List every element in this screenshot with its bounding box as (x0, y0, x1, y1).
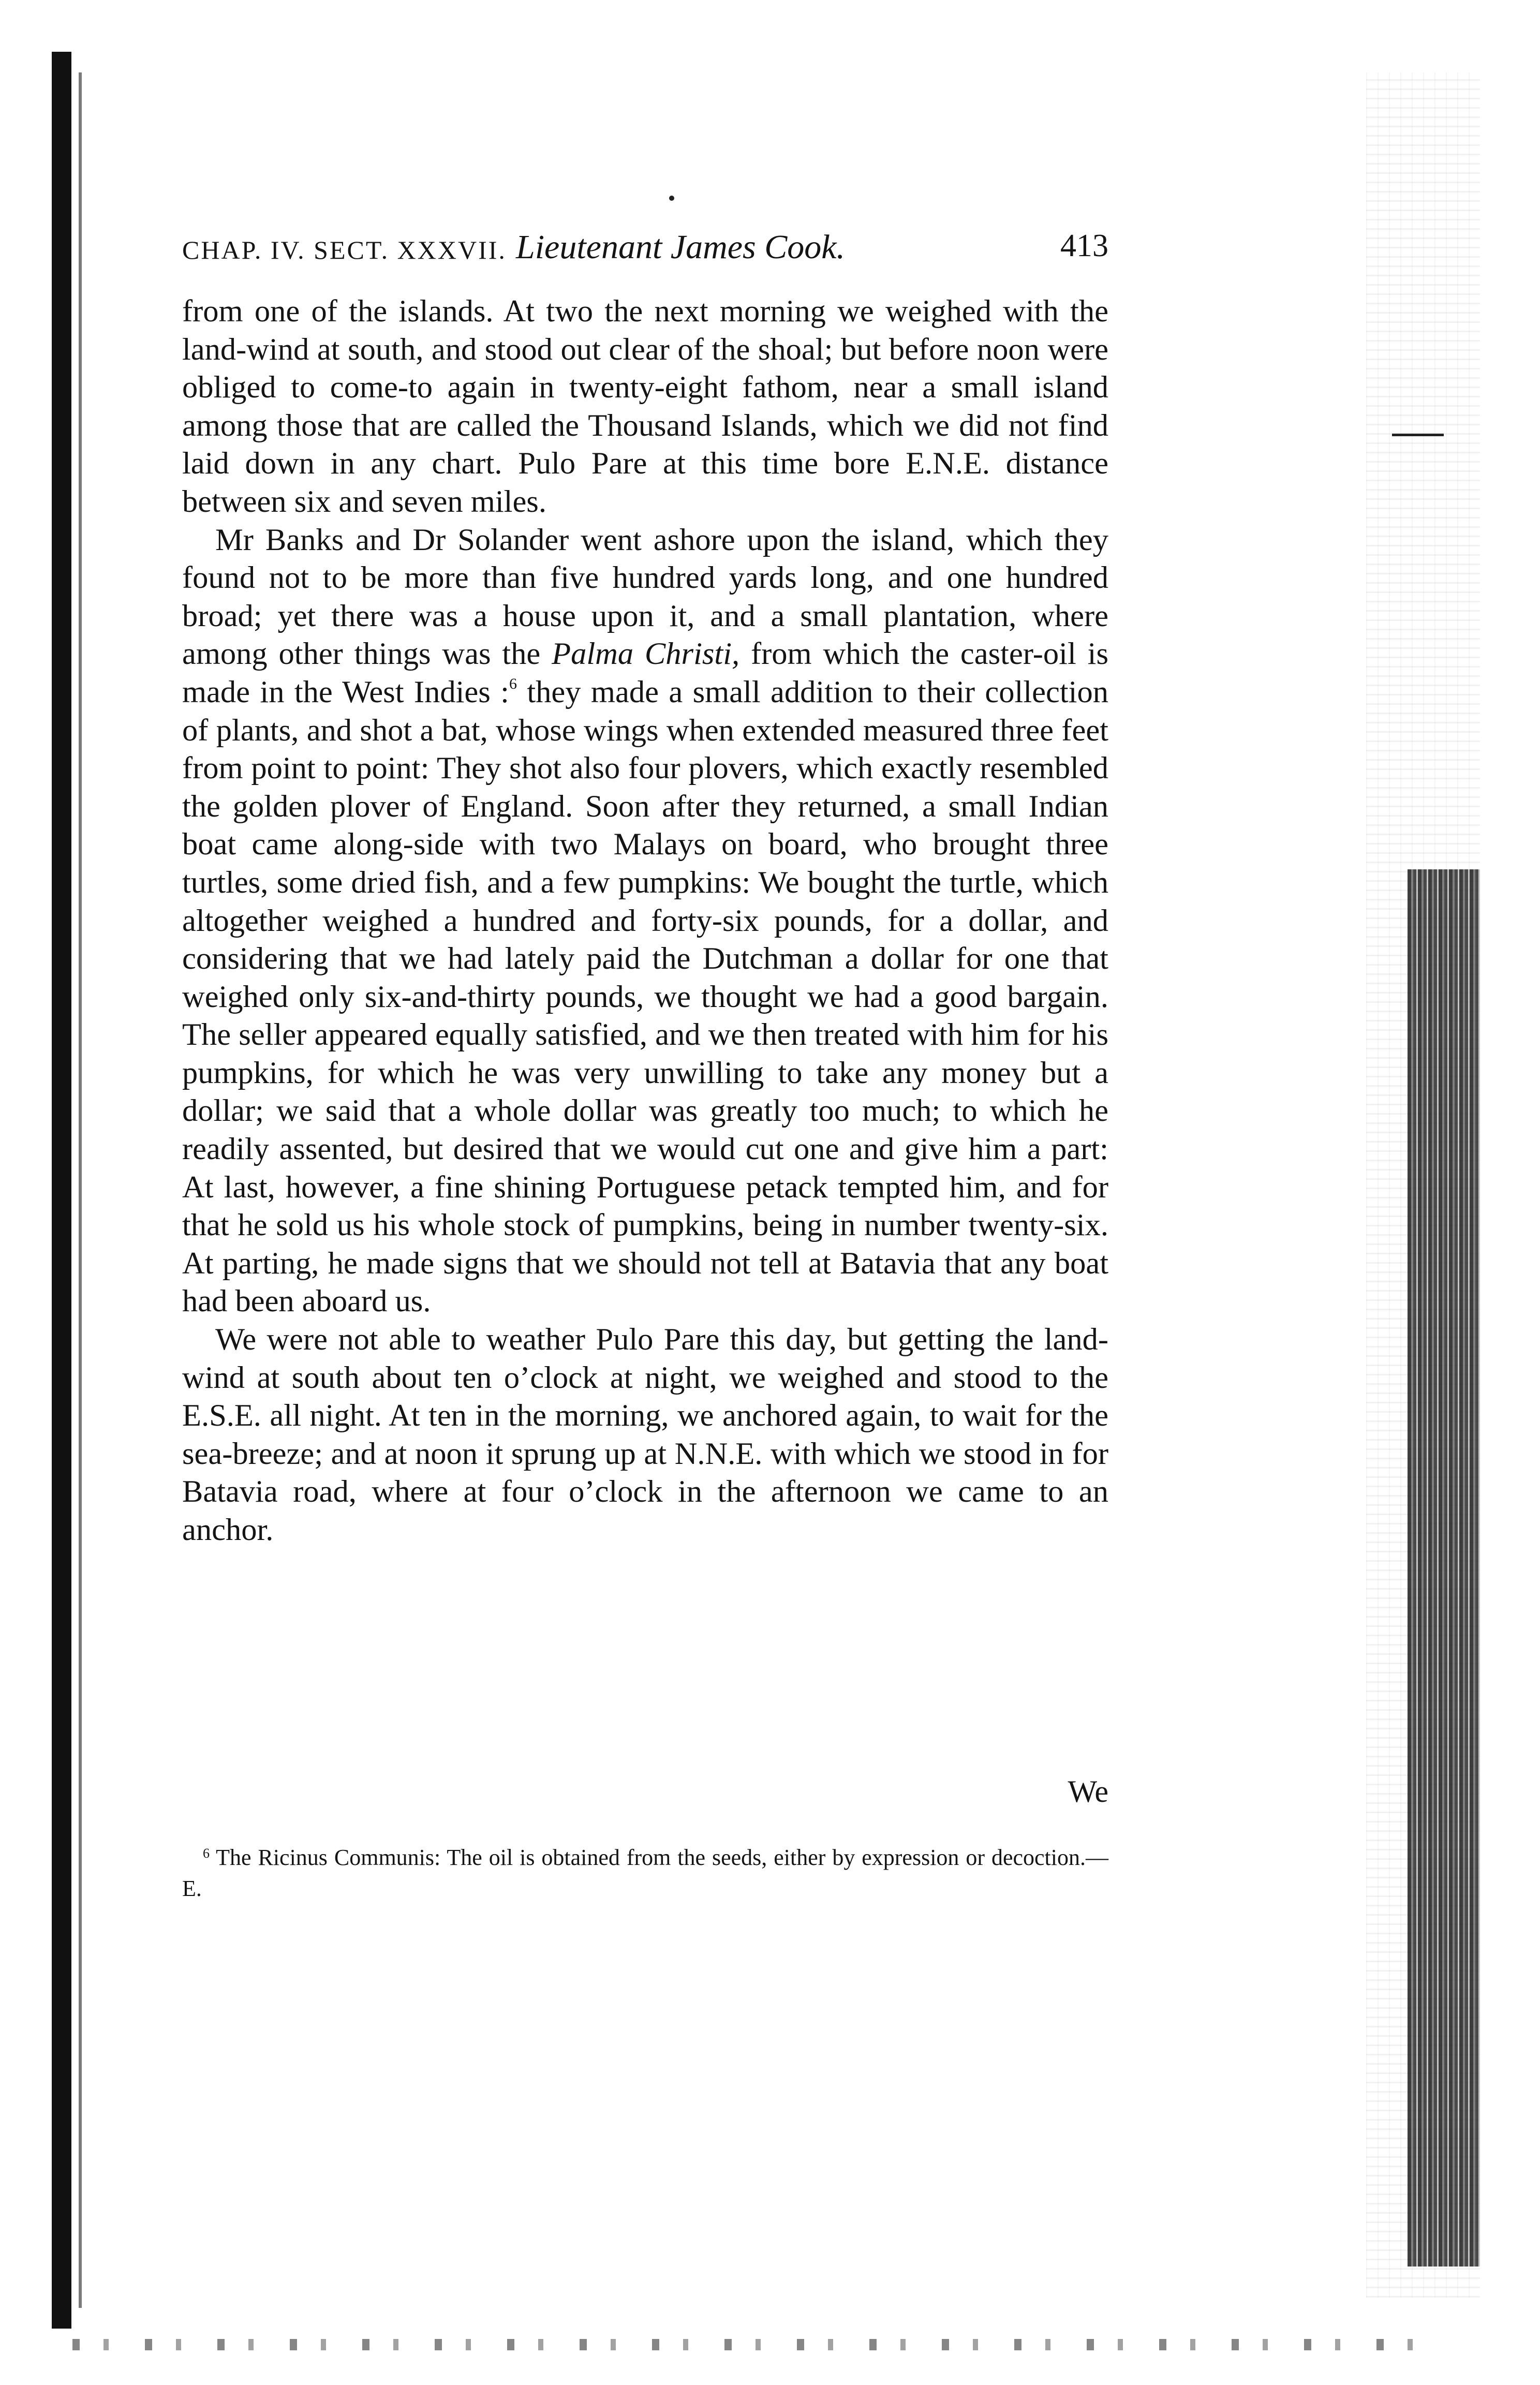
ink-dot (669, 196, 674, 201)
paragraph-3: We were not able to weather Pulo Pare this day, but getting the land-wind at south about ten o’clock at night, we weighed and stood to the E.S.E. all night. At ten in the morning, we anchored again, to wait for the sea-breeze; and at noon it sprung up at N.N.E. with which we stood in for Batavia road, where at four o’clock in the afternoon we came to an anchor. (182, 1322, 1108, 1547)
paragraph-2-end: they made a small addition to their collection of plants, and shot a bat, whose wings when extended measured three feet from point to point: They shot also four plovers, which exactly resembled the golden plover of England. Soon after they returned, a small Indian boat came along-side with two Malays on board, who brought three turtles, some dried fish, and a few pumpkins: We bought the turtle, which altogether weighed a hundred and forty-six pounds, for a dollar, and considering that we had lately paid the Dutchman a dollar for one that weighed only six-and-thirty pounds, we thought we had a good bargain. The seller appeared equally satisfied, and we then treated with him for his pumpkins, for which he was very unwilling to take any money but a dollar; we said that a whole dollar was greatly too much; to which he readily assented, but desired that we would cut one and give him a part: At last, however, a fine shining Portuguese petack tempted him, and for that he sold us his whole stock of pumpkins, being in number twenty-six. At parting, he made signs that we should not tell at Batavia that any boat had been aboard us. (182, 674, 1108, 1319)
paragraph-1: from one of the islands. At two the next morning we weighed with the land-wind at south, and stood out clear of the shoal; but before noon were obliged to come-to again in twenty-eight fathom, near a small island among those that are called the Thousand Islands, which we did not find laid down in any chart. Pulo Pare at this time bore E.N.E. distance between six and seven miles. (182, 294, 1108, 519)
running-title: Lieutenant James Cook. (516, 228, 846, 266)
binding-shadow (52, 52, 71, 2329)
paragraph-2-italic: Palma Christi, (552, 636, 740, 672)
catchword: We (1068, 1774, 1108, 1809)
footnote-reference: 6 (509, 675, 517, 692)
footnote-marker: 6 (203, 1846, 210, 1861)
footnote-text: The Ricinus Communis: The oil is obtained from the seeds, either by expression or decoction.—E. (182, 1845, 1108, 1901)
running-header (182, 228, 1108, 269)
scan-artifact-right (1408, 869, 1480, 2267)
paragraph-2-start: Mr Banks and Dr Solander went ashore upon the island, which they found not to be more than five hundred yards long, and one hundred broad; yet there was a house upon it, and a small plantation, where among other things was the (182, 522, 1108, 672)
page-number: 413 (1060, 228, 1108, 263)
body-text (182, 292, 1108, 1549)
footnote (182, 1842, 1108, 1904)
scan-noise-bottom (72, 2339, 1418, 2350)
binding-line (79, 72, 82, 2308)
scan-mark (1392, 434, 1444, 436)
paragraph-2-middle: from which the caster-oil is made in the West Indies : (182, 636, 1108, 709)
paragraph-2 (182, 521, 1108, 1321)
chapter-section: CHAP. IV. SECT. XXXVII. (182, 235, 507, 264)
